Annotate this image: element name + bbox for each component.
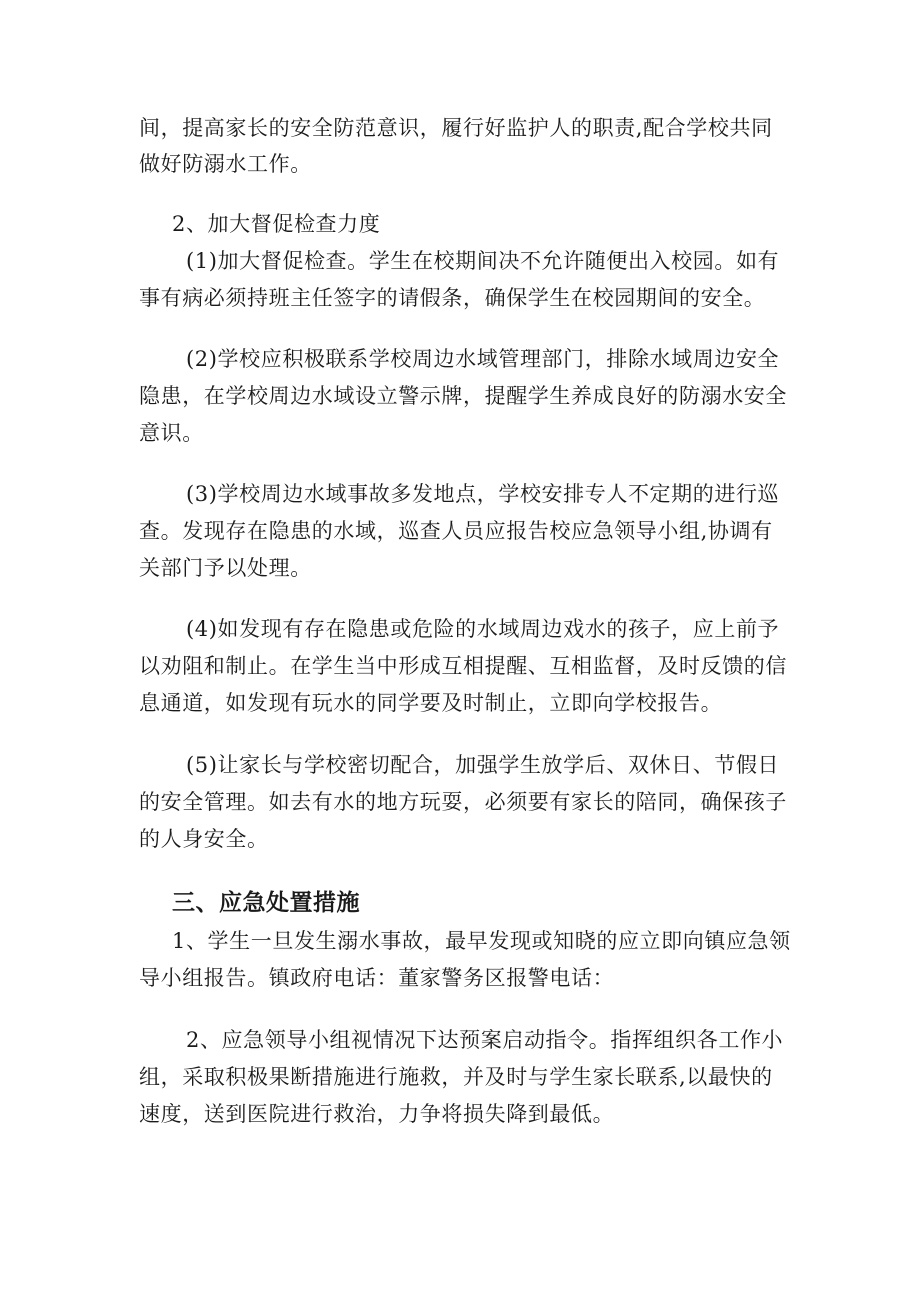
item-1-line-1: (1)加大督促检查。学生在校期间决不允许随便出入校园。如有 xyxy=(186,249,780,273)
intro-line-1: 间，提高家长的安全防范意识，履行好监护人的职责,配合学校共同 xyxy=(139,116,773,140)
item-3-line-3: 关部门予以处理。 xyxy=(139,556,312,580)
item-4-line-2: 以劝阻和制止。在学生当中形成互相提醒、互相监督，及时反馈的信 xyxy=(139,654,787,678)
item-5-line-2: 的安全管理。如去有水的地方玩耍，必须要有家长的陪同，确保孩子 xyxy=(139,790,787,814)
item-5-line-3: 的人身安全。 xyxy=(139,827,269,851)
item-5-line-1: (5)让家长与学校密切配合，加强学生放学后、双休日、节假日 xyxy=(186,753,780,777)
emergency-2-line-3: 速度，送到医院进行救治，力争将损失降到最低。 xyxy=(139,1102,615,1126)
emergency-2-line-2: 组，采取积极果断措施进行施救，并及时与学生家长联系,以最快的 xyxy=(139,1065,773,1089)
section-3-title: 三、应急处置措施 xyxy=(172,890,360,916)
item-4-line-3: 息通道，如发现有玩水的同学要及时制止，立即向学校报告。 xyxy=(139,691,723,715)
emergency-2-line-1: 2、应急领导小组视情况下达预案启动指令。指挥组织各工作小 xyxy=(186,1028,784,1052)
emergency-1-line-1: 1、学生一旦发生溺水事故，最早发现或知晓的应立即向镇应急领 xyxy=(172,929,791,953)
item-3-line-1: (3)学校周边水域事故多发地点，学校安排专人不定期的进行巡 xyxy=(186,482,780,506)
item-2-line-1: (2)学校应积极联系学校周边水域管理部门，排除水域周边安全 xyxy=(186,347,780,371)
item-1-line-2: 事有病必须持班主任签字的请假条，确保学生在校园期间的安全。 xyxy=(139,286,766,310)
intro-line-2: 做好防溺水工作。 xyxy=(139,152,312,176)
section-2-title: 2、加大督促检查力度 xyxy=(172,212,381,236)
emergency-1-line-2: 导小组报告。镇政府电话：董家警务区报警电话： xyxy=(139,966,615,990)
item-3-line-2: 查。发现存在隐患的水域，巡查人员应报告校应急领导小组,协调有 xyxy=(139,519,773,543)
item-4-line-1: (4)如发现有存在隐患或危险的水域周边戏水的孩子，应上前予 xyxy=(186,617,780,641)
item-2-line-2: 隐患，在学校周边水域设立警示牌，提醒学生养成良好的防溺水安全 xyxy=(139,384,787,408)
item-2-line-3: 意识。 xyxy=(139,421,204,445)
